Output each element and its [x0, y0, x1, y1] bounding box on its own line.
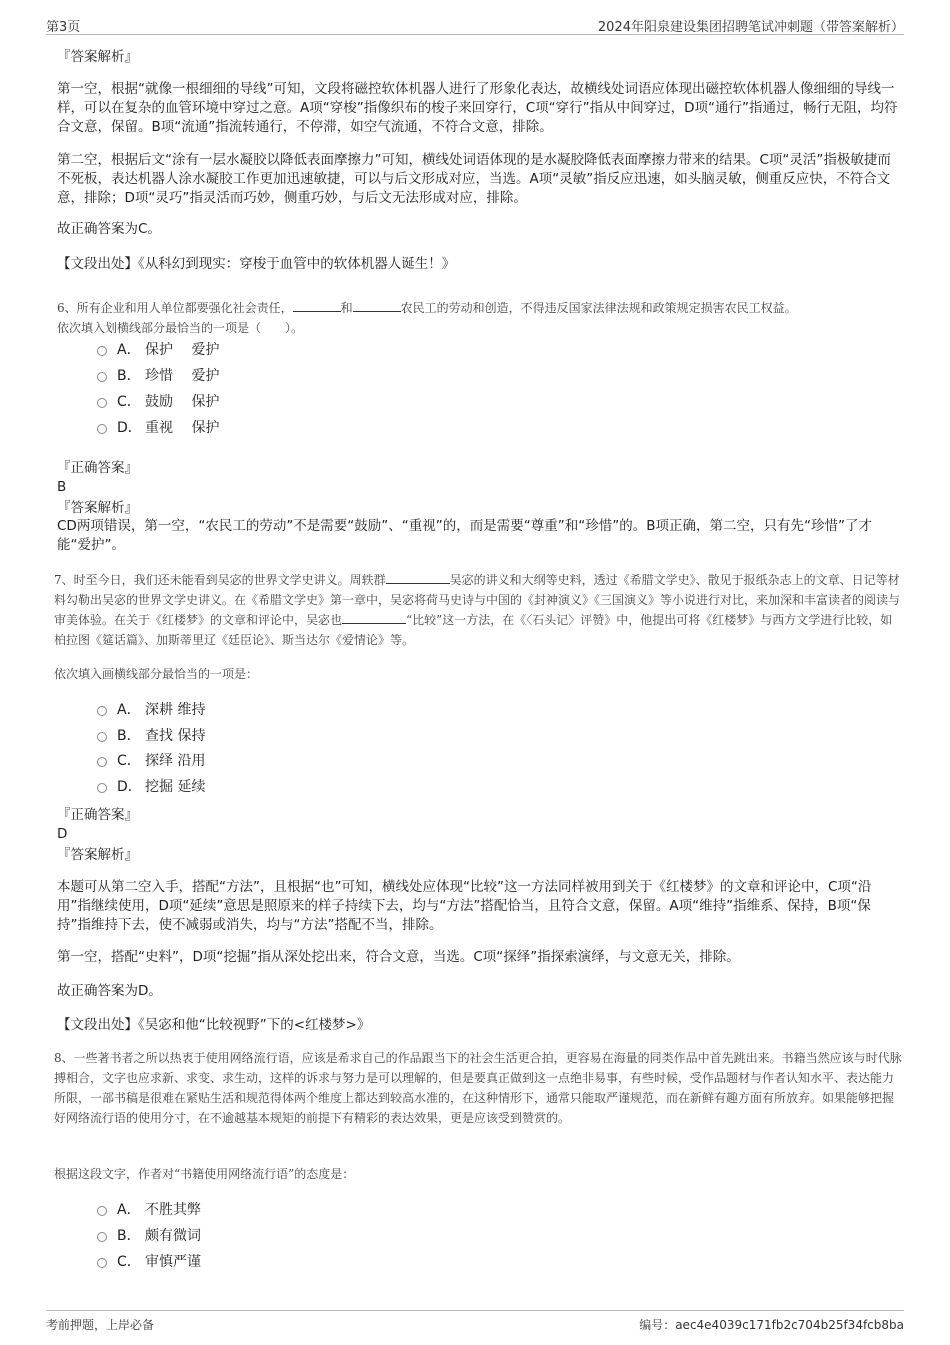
q7-analysis-title: 『答案解析』: [57, 847, 138, 863]
q6-stem-line2: 依次填入划横线部分最恰当的一项是（ ）。: [57, 321, 304, 335]
q7-analysis-para1: 本题可从第二空入手，搭配“方法”，且根据“也”可知，横线处应体现“比较”这一方法同样被用到关于《红楼梦》的文章和评论中，C项“沿用”指继续使用，D项“延续”意思是照原来的样子持续下去，均与“方法”搭配恰当，且符合文意，保留。A项“维持”指维系、保持，B项“保持”指维持下去，使不减弱或消失，均与“方法”搭配不当，排除。: [57, 879, 872, 933]
q7-blank-1: [386, 571, 450, 584]
q6-option-c[interactable]: C． 鼓励 保护: [97, 392, 219, 412]
radio-icon[interactable]: [97, 706, 107, 716]
q5-conclusion: 故正确答案为C。: [57, 221, 161, 237]
q8-option-a[interactable]: A． 不胜其弊: [97, 1200, 201, 1220]
q5-analysis-title: 『答案解析』: [57, 49, 138, 65]
radio-icon[interactable]: [97, 783, 107, 793]
radio-icon[interactable]: [97, 1258, 107, 1268]
q8-option-b[interactable]: B． 颇有微词: [97, 1226, 201, 1246]
q6-blank-2: [353, 299, 401, 312]
q8-option-c[interactable]: C． 审慎严谨: [97, 1252, 201, 1272]
radio-icon[interactable]: [97, 732, 107, 742]
q7-stem-c: “比较”这一方法，在《〈石头记〉评赞》中，他提出可将《红楼梦》与西方文学进行比较，如柏拉图《筵话篇》、加斯蒂里辽《廷臣论》、斯当达尔《爱情论》等。: [54, 613, 893, 647]
footer-slogan: 考前押题，上岸必备: [46, 1318, 155, 1332]
q6-option-a[interactable]: A． 保护 爱护: [97, 340, 219, 360]
q8-stem-text: 一些著书者之所以热衷于使用网络流行语，应该是希求自己的作品跟当下的社会生活更合拍，更容易在海量的同类作品中首先跳出来。书籍当然应该与时代脉搏相合，文字也应求新、求变、求生动，这样的诉求与努力是可以理解的，但是要真正做到这一点绝非易事，有些时候，受作品题材与作者认知水平、表达能力所限，一部书稿是很难在紧贴生活和规范得体两个维度上都达到较高水准的，在这种情形下，通常只能取严谨规范，而在新鲜有趣方面有所放弃。如果能够把握好网络流行语的使用分寸，在不逾越基本规矩的前提下有精彩的表达效果，更是应该受到赞赏的。: [54, 1051, 902, 1125]
q5-analysis-para2: 第二空，根据后文“涂有一层水凝胶以降低表面摩擦力”可知，横线处词语体现的是水凝胶降低表面摩擦力带来的结果。C项“灵活”指极敏捷而不死板，表达机器人涂水凝胶工作更加迅速敏捷，可以与后文形成对应，当选。A项“灵敏”指反应迅速，如头脑灵敏，侧重反应快，不符合文意，排除；D项“灵巧”指灵活而巧妙，侧重巧妙，与后文无法形成对应，排除。: [57, 152, 891, 206]
q7-conclusion: 故正确答案为D。: [57, 983, 162, 999]
q7-option-c[interactable]: C． 探绎 沿用: [97, 751, 205, 771]
document-code-label: 编号：: [639, 1318, 676, 1332]
q6-stem-a: 所有企业和用人单位都要强化社会责任，: [76, 301, 293, 315]
q7-prompt: 依次填入画横线部分最恰当的一项是：: [54, 667, 259, 681]
q6-option-d[interactable]: D． 重视 保护: [97, 418, 219, 438]
radio-icon[interactable]: [97, 346, 107, 356]
q6-stem-b: 和: [340, 301, 353, 315]
q7-answer: D: [57, 826, 68, 842]
q7-option-d[interactable]: D． 挖掘 延续: [97, 777, 205, 797]
q6-stem-c: 农民工的劳动和创造，不得违反国家法律法规和政策规定损害农民工权益。: [400, 301, 797, 315]
radio-icon[interactable]: [97, 1206, 107, 1216]
q7-source: 【文段出处】《吴宓和他“比较视野”下的<红楼梦>》: [57, 1017, 371, 1033]
document-code-value: aec4e4039c171fb2c704b25f34fcb8ba: [675, 1318, 904, 1332]
document-title: 2024年阳泉建设集团招聘笔试冲刺题（带答案解析）: [597, 20, 904, 35]
q6-number: 6、: [57, 301, 77, 315]
q7-option-b[interactable]: B． 查找 保持: [97, 726, 205, 746]
q6-stem: [57, 298, 904, 338]
q7-answer-title: 『正确答案』: [57, 807, 138, 823]
q5-source: 【文段出处】《从科幻到现实：穿梭于血管中的软体机器人诞生！》: [57, 256, 456, 272]
q7-stem-a: 时至今日，我们还未能看到吴宓的世界文学史讲义。周轶群: [73, 573, 386, 587]
q7-stem-b: 吴宓的讲义和大纲等史料，透过《希腊文学史》、散见于报纸杂志上的文章、日记等材料勾勒出吴宓的世界文学史讲义。在《希腊文学史》第一章中，吴宓将荷马史诗与中国的《封神演义》《三国演义》等小说进行对比，来加深和丰富读者的阅读与审美体验。在关于《红楼梦》的文章和评论中，吴宓也: [54, 573, 901, 627]
radio-icon[interactable]: [97, 1232, 107, 1242]
q6-answer: B: [57, 479, 67, 495]
q7-number: 7、: [54, 573, 74, 587]
q6-analysis: CD两项错误，第一空，“农民工的劳动”不是需要“鼓励”、“重视”的，而是需要“尊重”和“珍惜”的。B项正确，第二空，只有先“珍惜”了才能“爱护”。: [57, 518, 873, 553]
q7-stem: [54, 570, 904, 650]
q8-prompt: 根据这段文字，作者对“书籍使用网络流行语”的态度是：: [54, 1167, 355, 1181]
q7-option-a[interactable]: A． 深耕 维持: [97, 700, 205, 720]
q6-option-b[interactable]: B． 珍惜 爱护: [97, 366, 219, 386]
page-footer: [46, 1310, 904, 1335]
radio-icon[interactable]: [97, 398, 107, 408]
radio-icon[interactable]: [97, 757, 107, 767]
page-number: 第3页: [46, 20, 81, 35]
page-header: [46, 14, 904, 35]
radio-icon[interactable]: [97, 424, 107, 434]
q7-analysis-para2: 第一空，搭配“史料”，D项“挖掘”指从深处挖出来，符合文意，当选。C项“探绎”指探索演绎，与文意无关，排除。: [57, 949, 740, 965]
q5-analysis-para1: 第一空，根据“就像一根细细的导线”可知，文段将磁控软体机器人进行了形象化表达，故横线处词语应体现出磁控软体机器人像细细的导线一样，可以在复杂的血管环境中穿过之意。A项“穿梭”指像织布的梭子来回穿行，C项“穿行”指从中间穿过，D项“通行”指通过，畅行无阻，均符合文意，保留。B项“流通”指流转通行，不停滞，如空气流通，不符合文意，排除。: [57, 81, 898, 135]
q8-stem: [54, 1048, 904, 1128]
q6-analysis-title: 『答案解析』: [57, 500, 138, 516]
document-code: [639, 1316, 904, 1333]
q8-number: 8、: [54, 1051, 74, 1065]
q6-blank-1: [293, 299, 341, 312]
q7-blank-2: [342, 611, 406, 624]
q6-answer-title: 『正确答案』: [57, 460, 138, 476]
radio-icon[interactable]: [97, 372, 107, 382]
